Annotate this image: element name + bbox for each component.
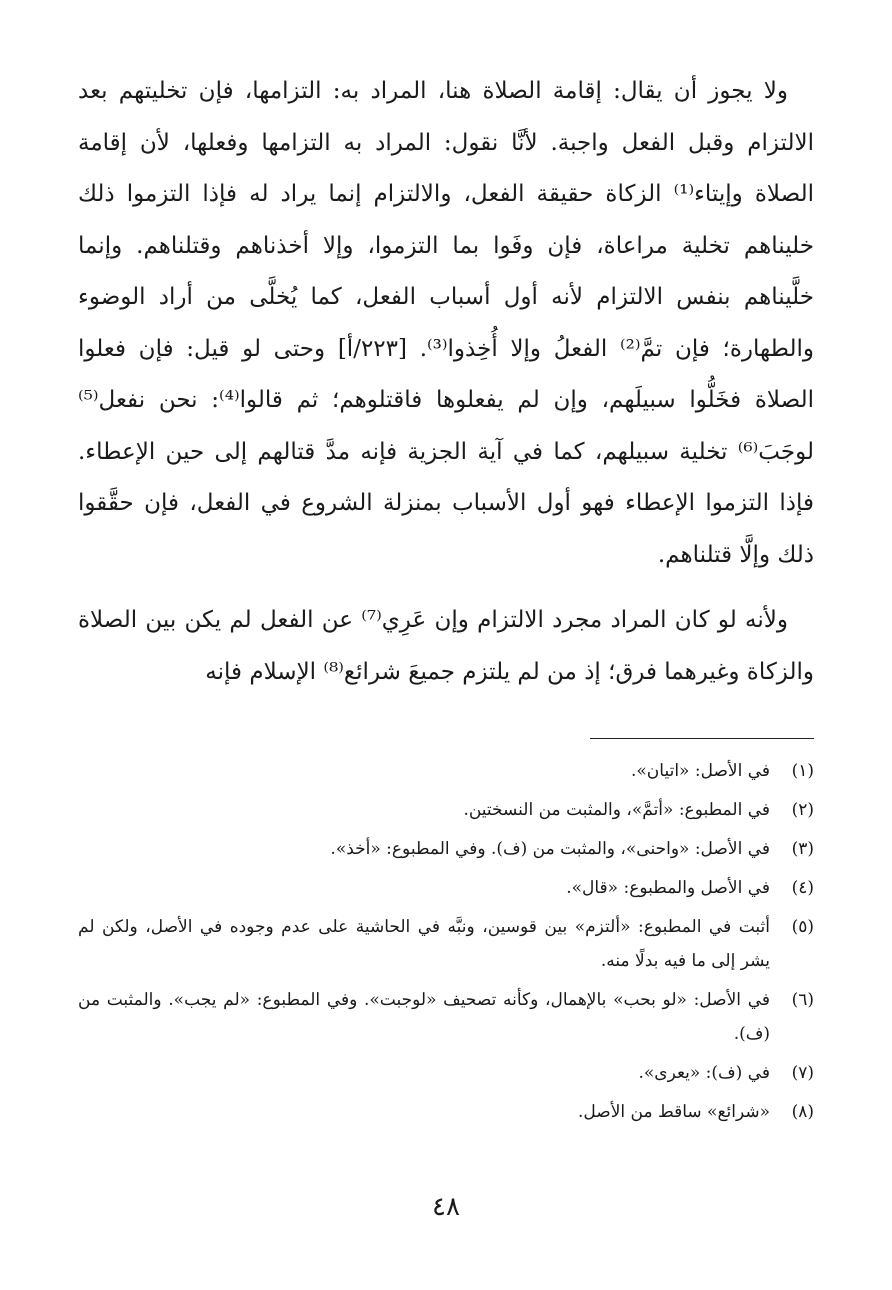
footnote-item (78, 832, 814, 866)
footnotes (78, 754, 814, 1134)
page-number: ٤٨ (432, 1192, 460, 1222)
footnote-text: في الأصل: «واحنى»، والمثبت من (ف). وفي المطبوع: «أخذ». (330, 839, 770, 859)
footnote-text: في الأصل: «لو بحب» بالإهمال، وكأنه تصحيف «لوجبت». وفي المطبوع: «لم يجب». والمثبت من (ف). (78, 990, 770, 1044)
footnote-item (78, 793, 814, 827)
footnote-number: (٣) (791, 839, 814, 859)
footnote-number: (٤) (791, 878, 814, 898)
footnote-item (78, 983, 814, 1051)
paragraph: ولا يجوز أن يقال: إقامة الصلاة هنا، المراد به: التزامها، فإن تخليتهم بعد الالتزام وقبل الفعل واجبة. لأنَّا نقول: المراد به التزامها وفعلها، لأن إقامة الصلاة وإيتاء⁽¹⁾ الزكاة حقيقة الفعل، والالتزام إنما يراد له فإذا التزموا ذلك خليناهم تخلية مراعاة، فإن وفَوا بما التزموا، وإلا أخذناهم وقتلناهم. وإنما خلَّيناهم بنفس الالتزام لأنه أول أسباب الفعل، كما يُخلَّى من أراد الوضوء والطهارة؛ فإن تمَّ⁽²⁾ الفعلُ وإلا أُخِذوا⁽³⁾. [٢٢٣/أ] وحتى لو قيل: فإن فعلوا الصلاة فخَلُّوا سبيلَهم، وإن لم يفعلوها فاقتلوهم؛ ثم قالوا⁽⁴⁾: نحن نفعل⁽⁵⁾ لوجَبَ⁽⁶⁾ تخلية سبيلهم، كما في آية الجزية فإنه مدَّ قتالهم إلى حين الإعطاء. فإذا التزموا الإعطاء فهو أول الأسباب بمنزلة الشروع في الفعل، فإن حقَّقوا ذلك وإلَّا قتلناهم. (78, 78, 815, 568)
footnote-separator (590, 738, 814, 739)
paragraph: ولأنه لو كان المراد مجرد الالتزام وإن عَرِي⁽⁷⁾ عن الفعل لم يكن بين الصلاة والزكاة وغيرهما فرق؛ إذ من لم يلتزم جميعَ شرائع⁽⁸⁾ الإسلام فإنه (78, 607, 814, 685)
footnote-number: (٢) (791, 800, 814, 820)
footnote-item (78, 871, 814, 905)
footnote-item (78, 1056, 814, 1090)
footnote-number: (٥) (791, 917, 814, 937)
footnote-number: (١) (791, 761, 814, 781)
footnote-number: (٧) (791, 1063, 814, 1083)
footnote-number: (٦) (791, 990, 814, 1010)
footnote-item (78, 754, 814, 788)
footnote-text: أثبت في المطبوع: «ألتزم» بين قوسين، ونبَّه في الحاشية على عدم وجوده في الأصل، ولكن لم يشر إلى ما فيه بدلًا منه. (78, 917, 770, 971)
footnote-text: في المطبوع: «أتمَّ»، والمثبت من النسختين. (463, 800, 770, 820)
footnote-number: (٨) (791, 1102, 814, 1122)
footnote-text: في (ف): «يعرى». (638, 1063, 770, 1083)
footnote-item (78, 910, 814, 978)
footnote-text: في الأصل: «اتيان». (630, 761, 770, 781)
footnote-text: «شرائع» ساقط من الأصل. (577, 1102, 770, 1122)
footnote-item (78, 1095, 814, 1129)
footnote-text: في الأصل والمطبوع: «قال». (566, 878, 770, 898)
main-text (78, 66, 814, 698)
